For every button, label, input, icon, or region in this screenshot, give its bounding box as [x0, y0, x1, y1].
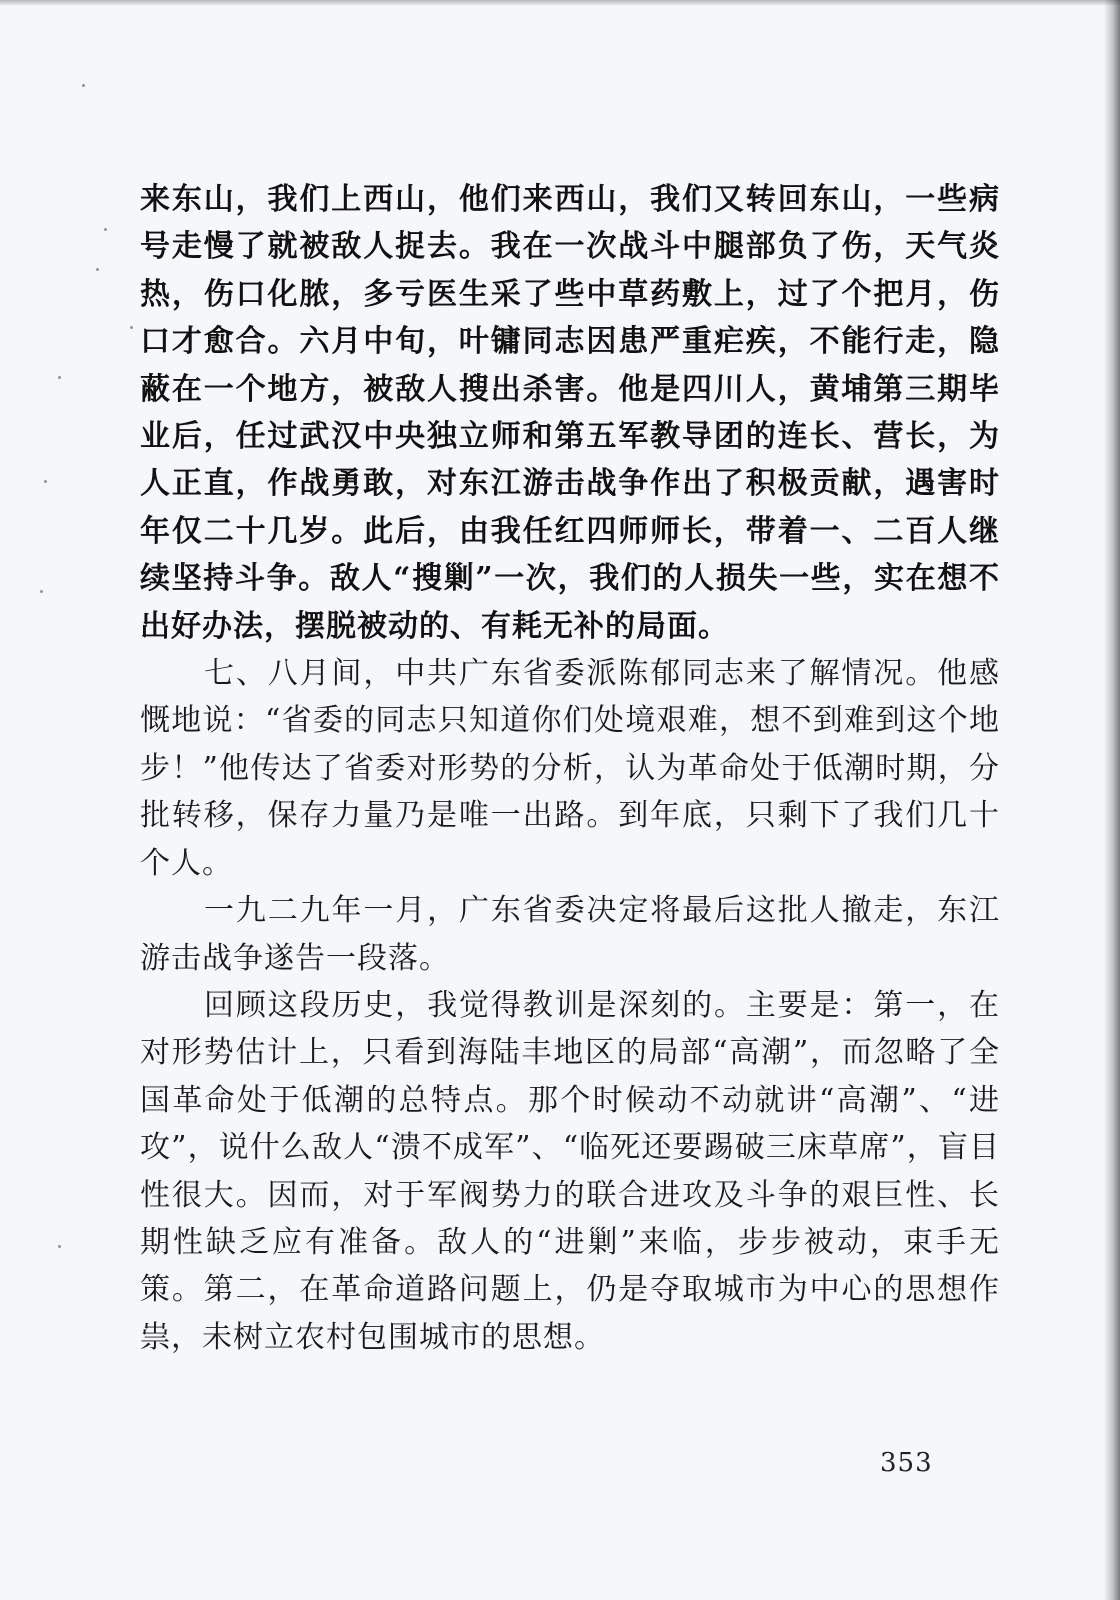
scan-speck: [58, 376, 61, 379]
paragraph-chen-yu-visit: 七、八月间，中共广东省委派陈郁同志来了解情况。他感慨地说：“省委的同志只知道你们处境艰难，想不到难到这个地步！”他传达了省委对形势的分析，认为革命处于低潮时期，分批转移，保存力量乃是唯一出路。到年底，只剩下了我们几十个人。: [140, 656, 1000, 881]
scan-speck: [82, 84, 85, 87]
scan-top-shadow: [0, 0, 1120, 6]
scan-edge-shadow: [1104, 0, 1120, 1600]
paragraph-continuation: 来东山，我们上西山，他们来西山，我们又转回东山，一些病号走慢了就被敌人捉去。我在一次战斗中腿部负了伤，天气炎热，伤口化脓，多亏医生采了些中草药敷上，过了个把月，伤口才愈合。六月中旬，叶镛同志因患严重疟疾，不能行走，隐蔽在一个地方，被敌人搜出杀害。他是四川人，黄埔第三期毕业后，任过武汉中央独立师和第五军教导团的连长、营长，为人正直，作战勇敢，对东江游击战争作出了积极贡献，遇害时年仅二十几岁。此后，由我任红四师师长，带着一、二百人继续坚持斗争。敌人“搜剿”一次，我们的人损失一些，实在想不出好办法，摆脱被动的、有耗无补的局面。: [140, 182, 1000, 644]
page-number: 353: [880, 1448, 933, 1478]
scan-speck: [44, 480, 47, 483]
scan-speck: [96, 268, 99, 271]
paragraph-lessons: 回顾这段历史，我觉得教训是深刻的。主要是：第一，在对形势估计上，只看到海陆丰地区的局部“高潮”，而忽略了全国革命处于低潮的总特点。那个时候动不动就讲“高潮”、“进攻”，说什么敌人“溃不成军”、“临死还要踢破三床草席”，盲目性很大。因而，对于军阀势力的联合进攻及斗争的艰巨性、长期性缺乏应有准备。敌人的“进剿”来临，步步被动，束手无策。第二，在革命道路问题上，仍是夺取城市为中心的思想作祟，未树立农村包围城市的思想。: [140, 987, 1000, 1355]
scan-speck: [58, 1245, 61, 1248]
scan-speck: [40, 590, 43, 593]
paragraph-withdrawal: 一九二九年一月，广东省委决定将最后这批人撤走，东江游击战争遂告一段落。: [140, 893, 1000, 976]
scan-speck: [104, 228, 107, 231]
scan-speck: [130, 326, 133, 329]
article-body: [140, 176, 1000, 1361]
